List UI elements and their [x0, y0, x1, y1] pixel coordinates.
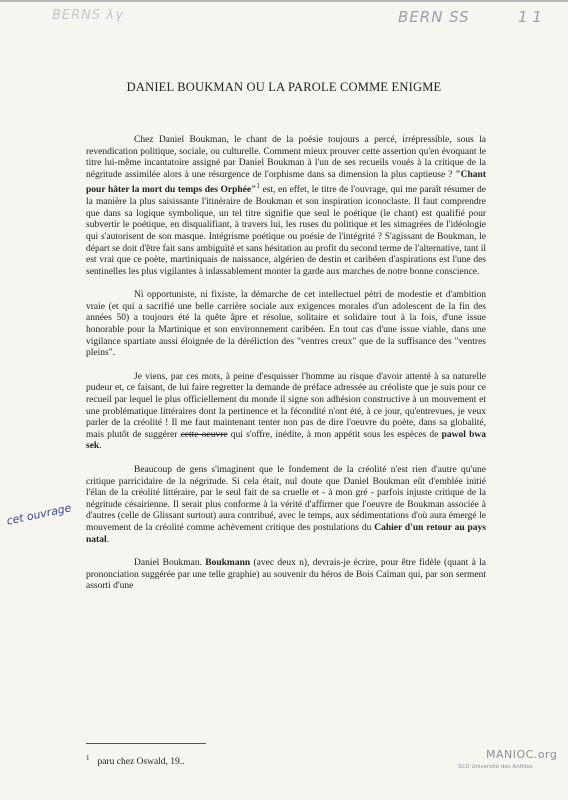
handwritten-reference: BERN SS: [398, 8, 470, 26]
footnote-marker: 1: [86, 754, 90, 762]
footnote-text: paru chez Oswald, 19..: [97, 757, 185, 768]
paragraph-text: .: [99, 441, 102, 452]
book-title: pawol bwa sek: [86, 429, 486, 452]
paragraph-text: .: [106, 534, 109, 545]
paragraph-1: [86, 135, 486, 278]
book-title: Cahier d'un retour au pays natal: [86, 522, 486, 545]
footnote-divider: [86, 743, 206, 744]
paragraph-2: [86, 290, 486, 360]
manioc-logo: MANIOC.org: [486, 748, 558, 761]
scan-edge: [0, 0, 568, 2]
paragraph-text: Je viens, par ces mots, à peine d'esquisser l'homme au risque d'avoir attenté à sa naturelle pudeur et, ce faisant, de lui faire regretter la demande de préface adressée au créoliste que je suis pour ce recueil par lequel le plus officiellement du monde il signe son adhésion constructive à un mouvement et une problématique littéraires dont la pertinence et la fécondité n'ont été, à ce jour, qu'entrevues, je veux parler de la créolité ! Il me faut maintenant tenter non pas de dire l'oeuvre du poète, dans sa globalité, mais plutôt de suggérer: [86, 371, 486, 440]
paragraph-text: qui s'offre, inédite, à mon appétit sous les espèces de: [227, 429, 442, 440]
document-title: DANIEL BOUKMAN OU LA PAROLE COMME ENIGME: [126, 80, 442, 94]
paragraph-text: est, en effet, le titre de l'ouvrage, qui me paraît résumer de la manière la plus saisissante l'itinéraire de Boukman et son inspiration iconoclaste. Il faut comprendre que dans sa logique symbolique, un tel titre signifie que seul le poétique (le chant) est qualifié pour subvertir le poétique, en disqualifiant, à travers lui, les ruses du politique et les simagrées de l'idéologie qui s'autorisent de son masque. Intégrisme poétique ou poésie de l'intégrité ? S'agissant de Boukman, le départ se doit d'être fait sans ambiguïté et sans hésitation au profit du second terme de l'alternative, tant il est vrai que ce poète, martiniquais de naissance, algérien de destin et caribéen d'aspirations est l'une des sentinelles les plus vigilantes à inlassablement monter la garde aux marches de notre bonne conscience.: [86, 185, 486, 277]
paragraph-5: [86, 558, 486, 593]
struck-text: cette oeuvre: [180, 429, 228, 440]
handwritten-archive-mark: BERNS λγ: [52, 8, 124, 23]
footnote-ref: 1: [256, 182, 260, 191]
name-bold: Boukmann: [205, 558, 251, 569]
paragraph-text: (avec deux n), devrais-je écrire, pour être fidèle (quant à la prononciation suggérée par une telle graphie) au souvenir du héros de Bois Caïman qui, par son serment assorti d'une: [86, 558, 487, 592]
handwritten-margin-note: cet ouvrage: [5, 501, 73, 528]
paragraph-3: [86, 372, 486, 453]
paragraph-4: [86, 465, 486, 546]
manioc-subtitle: SCD Université des Antilles: [458, 764, 533, 770]
quoted-title: "Chant pour hâter la mort du temps des Orphée": [86, 169, 486, 196]
footnote: [86, 754, 185, 767]
paragraph-text: Beaucoup de gens s'imaginent que le fondement de la créolité n'est rien d'autre qu'une critique parricidaire de la négritude. Si cela était, nul doute que Daniel Boukman eût d'emblée initié l'élan de la créolité littéraire, par le seul fait de sa cruelle et - à mon gré - parfois injuste critique de la négritude césairienne. Il serait plus conforme à la vérité d'affirmer que l'oeuvre de Boukman associée à d'autres (celle de Glissant surtout) aura contribué, avec le temps, aux sédimentations d'où aura émergé le mouvement de la créolité comme achèvement critique des postulations du: [86, 465, 486, 533]
paragraph-text: Daniel Boukman.: [134, 558, 206, 569]
document-body: [86, 135, 486, 605]
paragraph-text: Ni opportuniste, ni fixiste, la démarche de cet intellectuel pétri de modestie et d'ambition vraie (et qui a sacrifié une belle carrière sociale aux exigences morales d'un adolescent de la fin des années 50) a toujours été la quête âpre et résolue, solitaire et solidaire tout à la fois, d'une issue honorable pour la Martinique et son environnement caribéen. En tout cas d'une issue viable, dans une vigilance spartiate aussi éloignée de la déréliction des "ventres creux" que de la suffisance des "ventres pleins".: [86, 290, 486, 359]
paragraph-text: Chez Daniel Boukman, le chant de la poésie toujours a percé, irrépressible, sous la revendication politique, sociale, ou culturelle. Comment mieux prouver cette assertion qu'en évoquant le titre lui-même incantatoire assigné par Daniel Boukman à l'un de ses recueils voués à la critique de la négritude assimilée alors à une résurgence de l'orphisme dans sa dimension la plus captieuse ?: [86, 135, 486, 180]
handwritten-page-number: 1 1: [518, 8, 542, 26]
